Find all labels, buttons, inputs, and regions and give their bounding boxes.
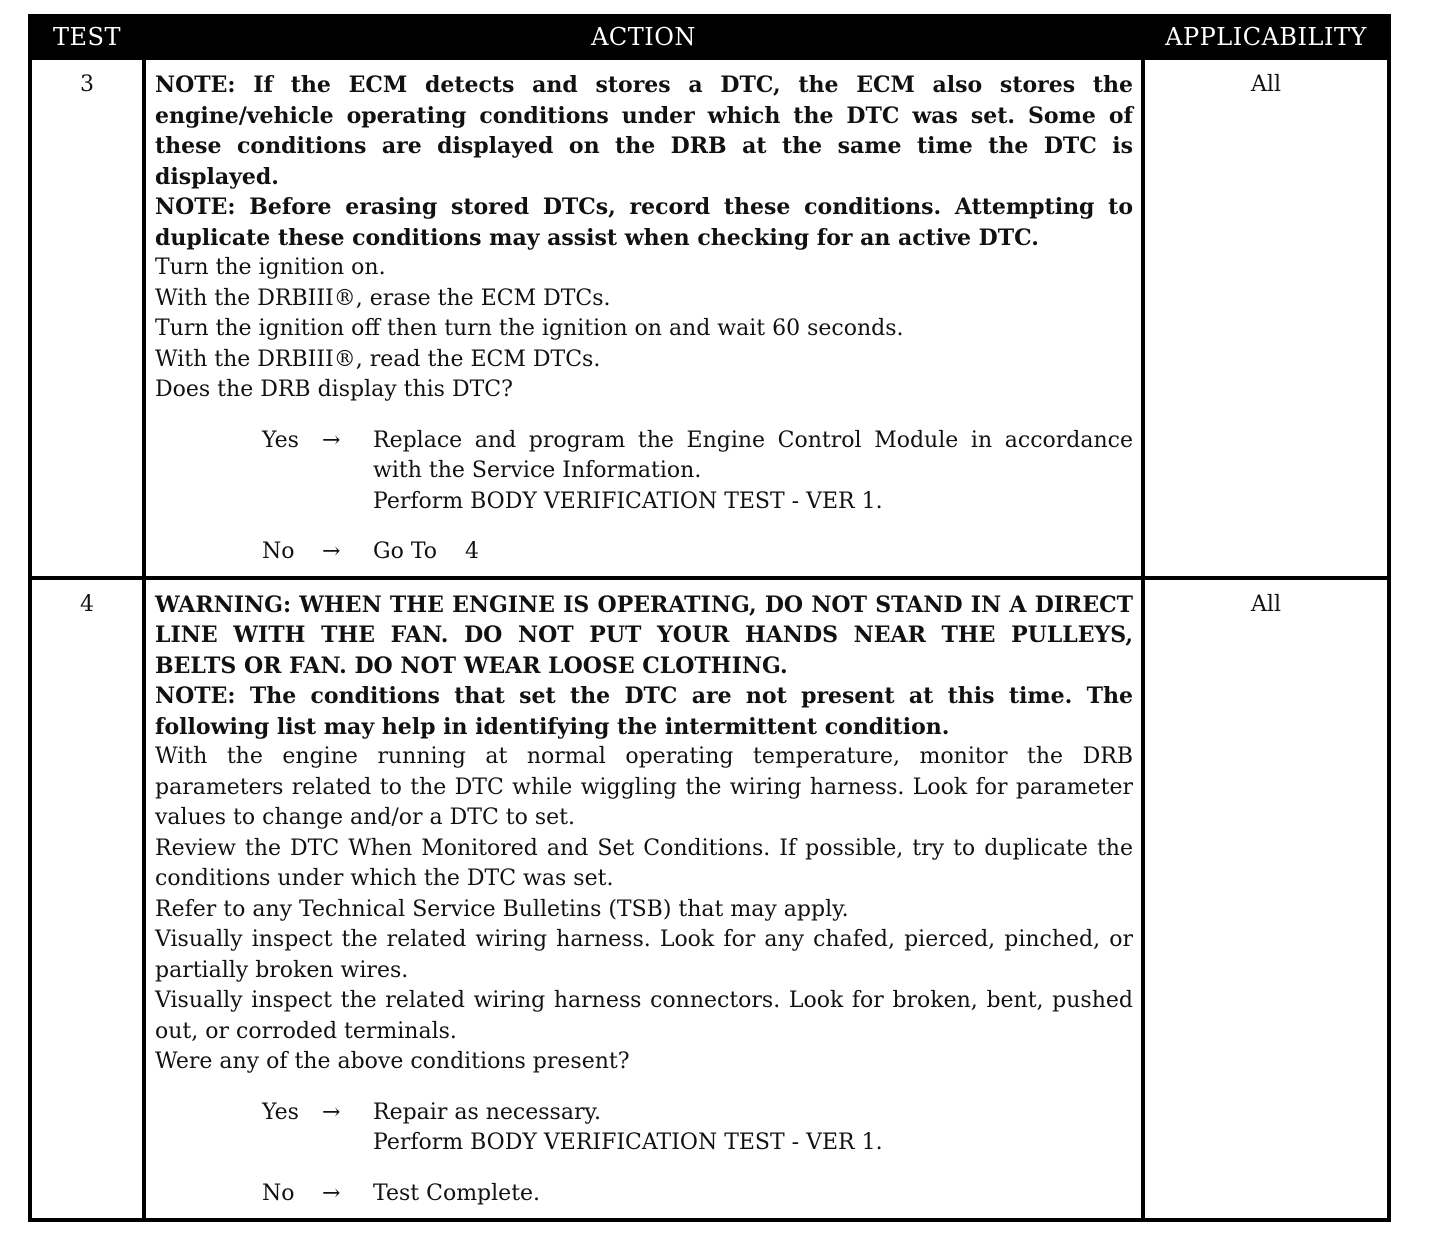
yes-result bbox=[373, 1098, 1133, 1159]
result-line: Perform BODY VERIFICATION TEST - VER 1. bbox=[373, 488, 883, 514]
arrow-right-icon: → bbox=[322, 1099, 341, 1125]
action-cell bbox=[144, 578, 1143, 1220]
question-text: Were any of the above conditions present? bbox=[155, 1049, 630, 1074]
test-number: 3 bbox=[30, 58, 144, 578]
step-text: With the DRBIII®, erase the ECM DTCs. bbox=[155, 285, 611, 311]
yes-label: Yes bbox=[262, 1099, 299, 1125]
no-result bbox=[373, 537, 1133, 568]
arrow-right-icon: → bbox=[322, 427, 341, 453]
no-result bbox=[373, 1179, 1133, 1210]
step-text: Review the DTC When Monitored and Set Conditions. If possible, try to duplicate the conditions under which the DTC was set. bbox=[155, 835, 1133, 891]
header-test: TEST bbox=[30, 16, 144, 58]
yes-result bbox=[373, 426, 1133, 518]
result-line: Perform BODY VERIFICATION TEST - VER 1. bbox=[373, 1130, 883, 1155]
diagnostic-test-table bbox=[28, 14, 1391, 1222]
note-text: NOTE: If the ECM detects and stores a DTC, the ECM also stores the engine/vehicle operating conditions under which the DTC was set. Some of these conditions are displayed on the DRB at the same time the DTC is displayed. bbox=[155, 72, 1133, 190]
yes-branch bbox=[262, 426, 1133, 518]
step-text: With the engine running at normal operating temperature, monitor the DRB parameters related to the DTC while wiggling the wiring harness. Look for parameter values to change and/or a DTC to set. bbox=[155, 744, 1133, 830]
question-text: Does the DRB display this DTC? bbox=[155, 377, 513, 402]
header-action: ACTION bbox=[144, 16, 1143, 58]
no-branch bbox=[262, 1179, 1133, 1210]
note-text: NOTE: Before erasing stored DTCs, record these conditions. Attempting to duplicate these conditions may assist when checking for an active DTC. bbox=[155, 194, 1133, 251]
yes-branch bbox=[262, 1098, 1133, 1159]
warning-text: WARNING: WHEN THE ENGINE IS OPERATING, DO NOT STAND IN A DIRECT LINE WITH THE FAN. DO NOT PUT YOUR HANDS NEAR THE PULLEYS, BELTS OR FAN. DO NOT WEAR LOOSE CLOTHING. bbox=[155, 591, 1133, 679]
result-line: Go To 4 bbox=[373, 539, 479, 564]
step-text: Turn the ignition off then turn the ignition on and wait 60 seconds. bbox=[155, 316, 904, 341]
step-text: Visually inspect the related wiring harness. Look for any chafed, pierced, pinched, or partially broken wires. bbox=[155, 927, 1133, 983]
note-text: NOTE: The conditions that set the DTC are not present at this time. The following list may help in identifying the intermittent condition. bbox=[155, 683, 1133, 740]
no-label: No bbox=[262, 539, 295, 564]
arrow-right-icon: → bbox=[322, 1180, 341, 1206]
step-text: Turn the ignition on. bbox=[155, 255, 386, 280]
table-row bbox=[30, 578, 1389, 1220]
no-branch bbox=[262, 537, 1133, 568]
no-label: No bbox=[262, 1180, 295, 1206]
yes-label: Yes bbox=[262, 427, 299, 453]
step-text: Visually inspect the related wiring harness connectors. Look for broken, bent, pushed out, or corroded terminals. bbox=[155, 988, 1133, 1044]
applicability-value: All bbox=[1143, 58, 1389, 578]
result-line: Test Complete. bbox=[373, 1180, 541, 1206]
arrow-right-icon: → bbox=[322, 539, 341, 564]
table-row bbox=[30, 58, 1389, 578]
test-number: 4 bbox=[30, 578, 144, 1220]
applicability-value: All bbox=[1143, 578, 1389, 1220]
header-applicability: APPLICABILITY bbox=[1143, 16, 1389, 58]
step-text: Refer to any Technical Service Bulletins (TSB) that may apply. bbox=[155, 896, 849, 922]
action-cell bbox=[144, 58, 1143, 578]
step-text: With the DRBIII®, read the ECM DTCs. bbox=[155, 346, 601, 372]
header-row bbox=[30, 16, 1389, 58]
result-line: Replace and program the Engine Control Module in accordance with the Service Information. bbox=[373, 427, 1133, 483]
result-line: Repair as necessary. bbox=[373, 1099, 601, 1125]
